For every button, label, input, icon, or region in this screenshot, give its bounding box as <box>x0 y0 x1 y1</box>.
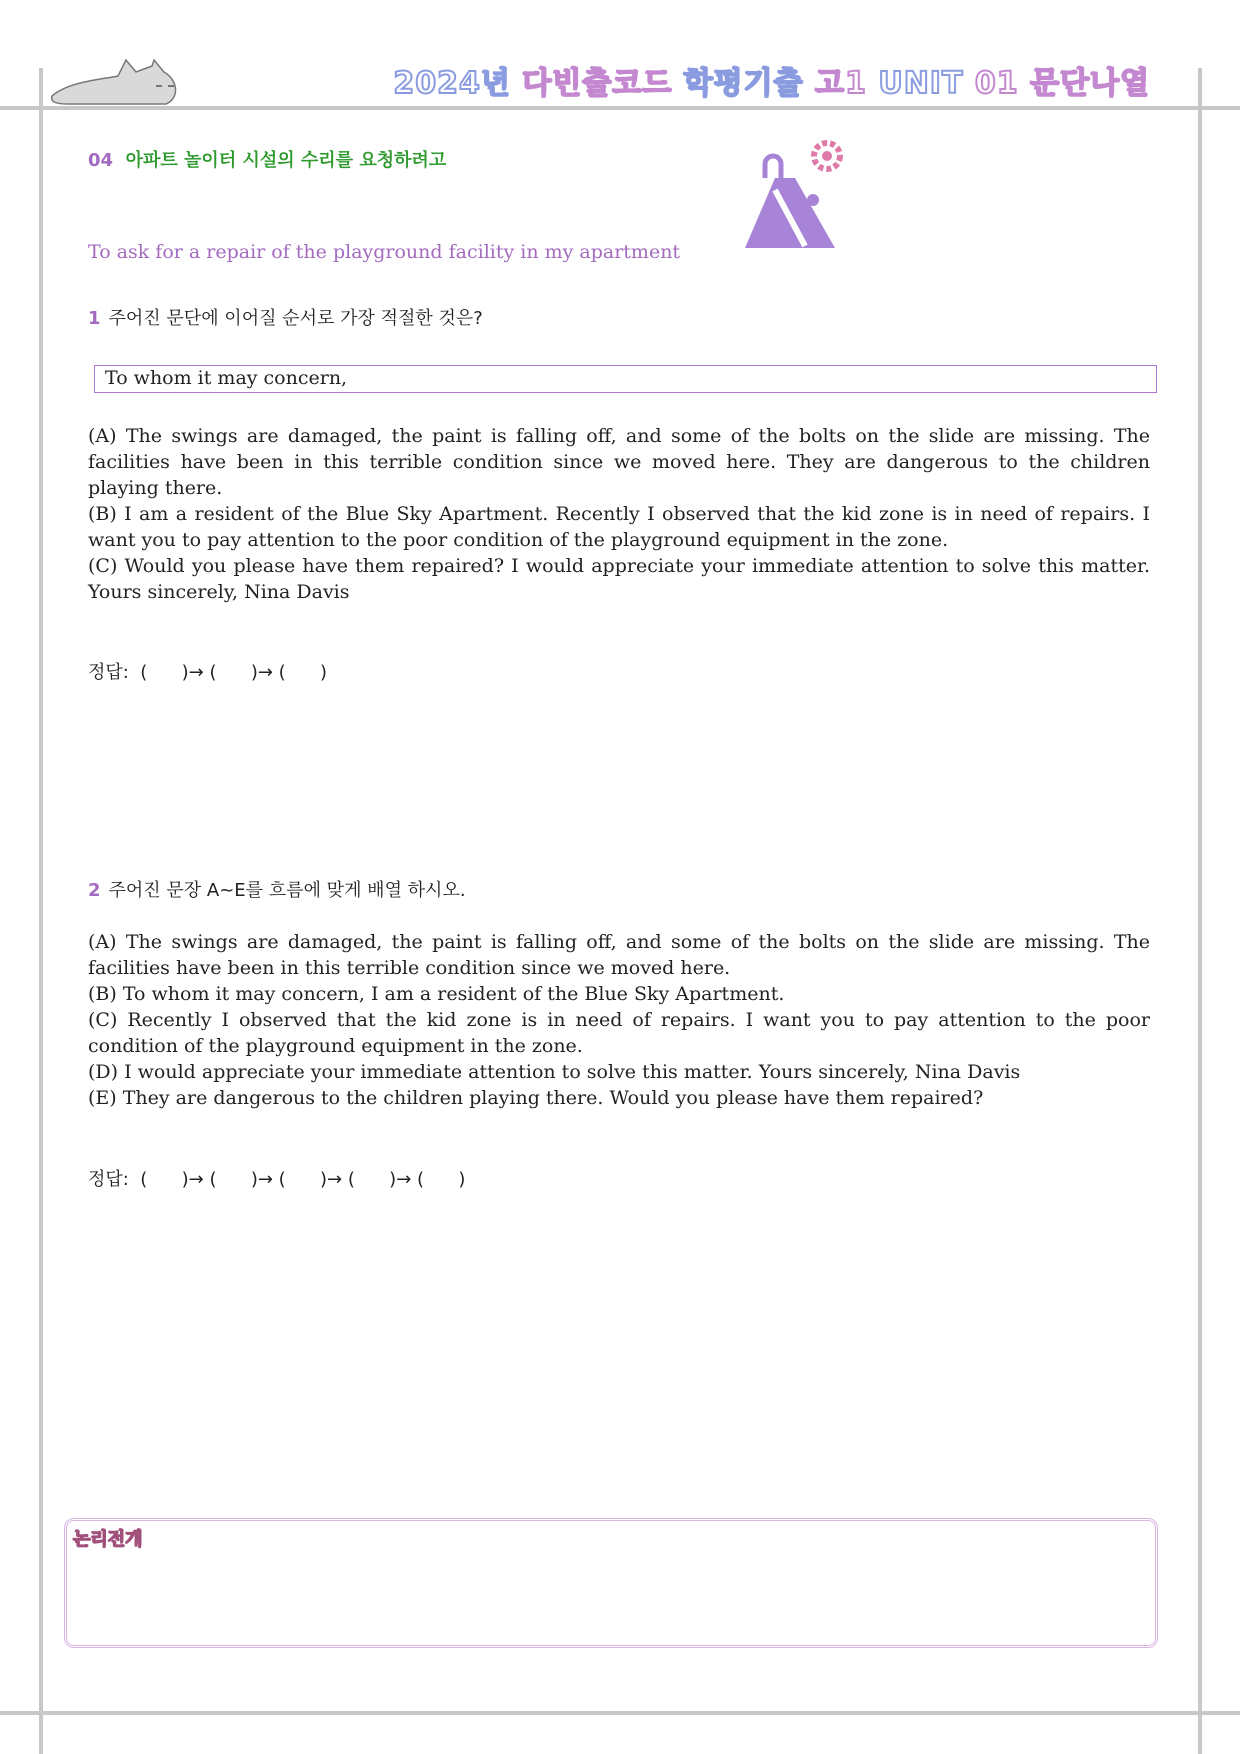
topic-number: 04 <box>88 150 114 171</box>
title-series: 다빈출코드 <box>522 66 673 101</box>
question-2-answer[interactable]: 정답: ( )→ ( )→ ( )→ ( )→ ( ) <box>88 1169 466 1190</box>
logic-notes-label: 논리전개 <box>73 1529 143 1550</box>
header-rule <box>0 106 1240 110</box>
topic-english: To ask for a repair of the playground facility in my apartment <box>88 241 681 263</box>
title-grade: 고1 <box>815 66 867 101</box>
sentence-d: (D) I would appreciate your immediate attention to solve this matter. Yours sincerely, Nina Davis <box>88 1061 1021 1083</box>
paragraph-b: (B) I am a resident of the Blue Sky Apartment. Recently I observed that the kid zone is in need of repairs. I want you to pay attention to the poor condition of the playground equipment in the zone. <box>88 503 1150 551</box>
title-unit: UNIT <box>878 66 964 101</box>
left-margin-line <box>39 68 43 1754</box>
title-source: 학평기출 <box>683 66 804 101</box>
question-2-text: 주어진 문장 A~E를 흐름에 맞게 배열 하시오. <box>108 880 466 901</box>
given-sentence-box: To whom it may concern, <box>94 365 1157 393</box>
sleeping-cat-icon <box>48 52 182 108</box>
question-1-number: 1 <box>88 308 101 329</box>
logic-notes-box[interactable] <box>64 1518 1158 1648</box>
right-margin-line <box>1198 68 1202 1754</box>
title-year: 2024년 <box>393 66 511 101</box>
question-1-paragraphs <box>88 423 1150 605</box>
question-2-prompt <box>88 876 466 902</box>
topic-korean: 아파트 놀이터 시설의 수리를 요청하려고 <box>125 150 447 171</box>
document-title <box>393 58 1150 102</box>
sentence-c: (C) Recently I observed that the kid zone is in need of repairs. I want you to pay attention to the poor condition of the playground equipment in the zone. <box>88 1009 1150 1057</box>
sentence-e: (E) They are dangerous to the children playing there. Would you please have them repaired? <box>88 1087 984 1109</box>
playground-slide-icon <box>735 138 850 253</box>
footer-rule <box>0 1711 1240 1715</box>
sentence-b: (B) To whom it may concern, I am a resident of the Blue Sky Apartment. <box>88 983 785 1005</box>
paragraph-c: (C) Would you please have them repaired? I would appreciate your immediate attention to solve this matter. Yours sincerely, Nina Davis <box>88 555 1150 603</box>
paragraph-a: (A) The swings are damaged, the paint is falling off, and some of the bolts on the slide are missing. The facilities have been in this terrible condition since we moved here. They are dangerous to the children playing there. <box>88 425 1150 499</box>
topic-heading <box>88 146 446 172</box>
question-1-text: 주어진 문단에 이어질 순서로 가장 적절한 것은? <box>108 308 483 329</box>
sentence-a: (A) The swings are damaged, the paint is falling off, and some of the bolts on the slide are missing. The facilities have been in this terrible condition since we moved here. <box>88 931 1150 979</box>
question-2-sentences <box>88 929 1150 1111</box>
title-unit-number: 01 <box>974 66 1019 101</box>
question-1-answer[interactable]: 정답: ( )→ ( )→ ( ) <box>88 662 328 683</box>
question-1-prompt <box>88 304 483 330</box>
title-type: 문단나열 <box>1030 66 1150 101</box>
question-2-number: 2 <box>88 880 101 901</box>
